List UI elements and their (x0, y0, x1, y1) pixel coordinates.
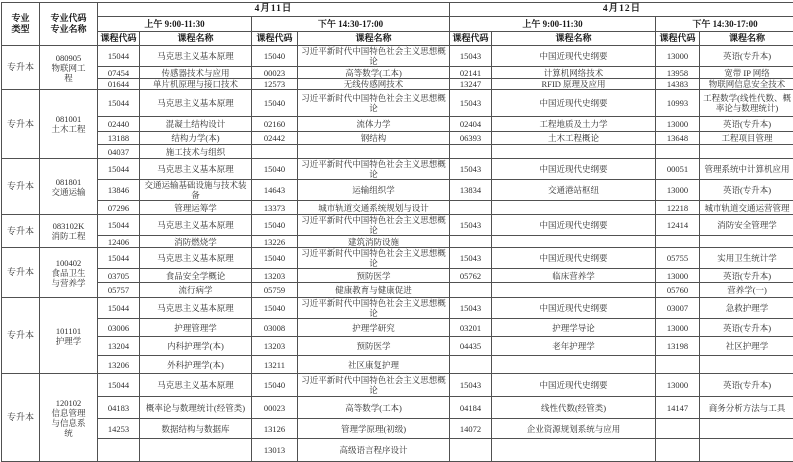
course-name-cell: 物联网信息安全技术 (700, 79, 793, 90)
course-name-cell: 老年护理学 (492, 337, 656, 356)
course-name-cell: RFID 原理及应用 (492, 79, 656, 90)
course-code-cell: 13211 (252, 356, 298, 374)
course-code-cell: 13013 (252, 439, 298, 462)
course-code-cell: 05762 (450, 269, 492, 283)
major-name: 交通运输 (48, 187, 89, 197)
major-code-name-cell (40, 159, 98, 215)
course-name-cell: 英语(专升本) (700, 269, 793, 283)
course-code-cell: 15044 (98, 215, 140, 236)
course-code-cell: 15044 (98, 90, 140, 117)
course-code-cell (656, 356, 700, 374)
course-name-cell: 英语(专升本) (700, 117, 793, 132)
major-type-header-line1: 专业 (3, 13, 38, 24)
course-name-cell: 马克思主义基本原理 (140, 374, 252, 397)
course-code-cell: 13000 (656, 180, 700, 201)
major-name: 食品卫生与营养学 (48, 268, 89, 288)
course-name-cell: 交通运输基础设施与技术装备 (140, 180, 252, 201)
course-name-cell: 消防燃烧学 (140, 236, 252, 248)
course-code-cell: 04037 (98, 145, 140, 159)
course-row (2, 374, 793, 397)
major-type-cell: 专升本 (2, 90, 40, 159)
course-code-cell (450, 236, 492, 248)
major-code-header-line: 专业代码 (41, 13, 96, 24)
course-code-cell: 02141 (450, 67, 492, 79)
course-name-cell: 英语(专升本) (700, 180, 793, 201)
course-code-cell: 00023 (252, 397, 298, 419)
course-row (2, 145, 793, 159)
major-code: 080905 (48, 53, 89, 63)
course-code-cell: 13834 (450, 180, 492, 201)
course-name-cell: 英语(专升本) (700, 46, 793, 67)
major-code-name-cell (40, 374, 98, 462)
course-name-cell (492, 201, 656, 215)
course-row (2, 90, 793, 117)
course-code-cell (656, 236, 700, 248)
course-name-cell: 内科护理学(本) (140, 337, 252, 356)
course-code-cell: 12218 (656, 201, 700, 215)
course-name-cell (700, 419, 793, 439)
course-name-cell (492, 283, 656, 298)
course-row (2, 117, 793, 132)
course-name-cell: 马克思主义基本原理 (140, 215, 252, 236)
course-row (2, 298, 793, 319)
course-code-cell: 13000 (656, 46, 700, 67)
course-name-cell (700, 236, 793, 248)
course-row (2, 132, 793, 145)
course-code-cell: 13000 (656, 319, 700, 337)
course-code-cell: 13206 (98, 356, 140, 374)
course-name-cell: 护理管理学 (140, 319, 252, 337)
course-name-cell: 习近平新时代中国特色社会主义思想概论 (298, 159, 450, 180)
course-code-cell (450, 145, 492, 159)
course-code-header: 课程代码 (450, 32, 492, 46)
course-name-cell: 数据结构与数据库 (140, 419, 252, 439)
course-name-header: 课程名称 (140, 32, 252, 46)
session-header-d2-afternoon: 下午 14:30-17:00 (656, 17, 793, 32)
course-row (2, 79, 793, 90)
course-row (2, 337, 793, 356)
course-code-cell: 14147 (656, 397, 700, 419)
course-code-cell: 02404 (450, 117, 492, 132)
course-code-cell: 12406 (98, 236, 140, 248)
major-code: 081801 (48, 177, 89, 187)
course-code-cell: 15040 (252, 298, 298, 319)
course-code-cell: 15043 (450, 374, 492, 397)
course-code-cell (450, 283, 492, 298)
course-name-header: 课程名称 (700, 32, 793, 46)
course-code-cell (656, 419, 700, 439)
course-code-cell: 15040 (252, 248, 298, 269)
course-code-cell: 15040 (252, 90, 298, 117)
course-row (2, 419, 793, 439)
course-code-cell: 15043 (450, 46, 492, 67)
course-row (2, 397, 793, 419)
course-code-cell: 05755 (656, 248, 700, 269)
course-code-cell: 05760 (656, 283, 700, 298)
course-name-cell: 社区康复护理 (298, 356, 450, 374)
course-name-cell: 宽带 IP 网络 (700, 67, 793, 79)
major-code-name-cell (40, 248, 98, 298)
course-name-cell: 施工技术与组织 (140, 145, 252, 159)
course-name-cell (700, 439, 793, 462)
course-code-cell (450, 439, 492, 462)
course-name-cell: 马克思主义基本原理 (140, 46, 252, 67)
course-name-cell: 急救护理学 (700, 298, 793, 319)
course-name-cell: 马克思主义基本原理 (140, 248, 252, 269)
course-name-cell: 临床营养学 (492, 269, 656, 283)
course-code-cell: 15044 (98, 374, 140, 397)
course-name-cell: 高等数学(工本) (298, 67, 450, 79)
session-header-d1-morning: 上午 9:00-11:30 (98, 17, 252, 32)
course-name-cell: 结构力学(本) (140, 132, 252, 145)
course-name-cell (700, 145, 793, 159)
course-name-cell: 单片机原理与接口技术 (140, 79, 252, 90)
course-name-cell: 马克思主义基本原理 (140, 90, 252, 117)
course-code-cell: 13126 (252, 419, 298, 439)
course-code-cell: 04183 (98, 397, 140, 419)
major-type-header-line2: 类型 (3, 24, 38, 35)
major-code: 100402 (48, 258, 89, 268)
course-code-cell: 14383 (656, 79, 700, 90)
course-code-cell: 14072 (450, 419, 492, 439)
course-code-cell: 07454 (98, 67, 140, 79)
course-name-cell (492, 145, 656, 159)
course-row (2, 159, 793, 180)
course-row (2, 248, 793, 269)
course-name-cell (492, 236, 656, 248)
course-name-cell: 习近平新时代中国特色社会主义思想概论 (298, 248, 450, 269)
course-name-cell: 管理学原理(初级) (298, 419, 450, 439)
course-name-cell: 英语(专升本) (700, 319, 793, 337)
course-name-header: 课程名称 (492, 32, 656, 46)
session-header-d1-afternoon: 下午 14:30-17:00 (252, 17, 450, 32)
course-name-cell: 混凝土结构设计 (140, 117, 252, 132)
course-code-cell: 13226 (252, 236, 298, 248)
date-header-april-12: 4月12日 (450, 3, 793, 17)
course-code-cell: 02440 (98, 117, 140, 132)
course-code-cell: 13648 (656, 132, 700, 145)
major-code-name-header (40, 3, 98, 46)
course-code-cell: 15040 (252, 215, 298, 236)
course-name-cell: 马克思主义基本原理 (140, 298, 252, 319)
course-code-cell: 04435 (450, 337, 492, 356)
major-code: 101101 (48, 326, 89, 336)
course-name-cell (492, 439, 656, 462)
course-code-cell: 13198 (656, 337, 700, 356)
major-name: 土木工程 (48, 124, 89, 134)
course-code-cell: 15043 (450, 215, 492, 236)
course-name-cell: 习近平新时代中国特色社会主义思想概论 (298, 90, 450, 117)
major-type-cell: 专升本 (2, 248, 40, 298)
course-name-cell: 习近平新时代中国特色社会主义思想概论 (298, 46, 450, 67)
course-code-cell (656, 145, 700, 159)
course-name-cell: 营养学(一) (700, 283, 793, 298)
course-code-cell: 15044 (98, 298, 140, 319)
course-name-cell (700, 356, 793, 374)
major-code-name-cell (40, 90, 98, 159)
course-code-cell: 15043 (450, 298, 492, 319)
course-code-cell: 15043 (450, 159, 492, 180)
major-type-cell: 专升本 (2, 159, 40, 215)
course-name-cell: 外科护理学(本) (140, 356, 252, 374)
course-row (2, 180, 793, 201)
course-code-cell: 07296 (98, 201, 140, 215)
course-name-cell: 预防医学 (298, 337, 450, 356)
major-name-header-line: 专业名称 (41, 24, 96, 35)
course-code-cell: 13000 (656, 374, 700, 397)
course-name-cell: 计算机网络技术 (492, 67, 656, 79)
course-name-cell: 中国近现代史纲要 (492, 159, 656, 180)
course-name-cell (140, 439, 252, 462)
course-name-cell: 习近平新时代中国特色社会主义思想概论 (298, 215, 450, 236)
course-name-cell: 中国近现代史纲要 (492, 298, 656, 319)
course-name-cell: 建筑消防设施 (298, 236, 450, 248)
course-code-cell: 03705 (98, 269, 140, 283)
course-name-cell: 流体力学 (298, 117, 450, 132)
course-name-cell: 钢结构 (298, 132, 450, 145)
course-code-cell: 04184 (450, 397, 492, 419)
course-name-cell: 无线传感网技术 (298, 79, 450, 90)
course-name-cell: 食品安全学概论 (140, 269, 252, 283)
course-name-cell: 护理学导论 (492, 319, 656, 337)
course-name-cell: 护理学研究 (298, 319, 450, 337)
major-name: 物联网工程 (48, 63, 89, 83)
course-row (2, 215, 793, 236)
course-name-cell: 高等数学(工本) (298, 397, 450, 419)
major-code: 120102 (48, 398, 89, 408)
course-name-cell: 工程项目管理 (700, 132, 793, 145)
course-code-cell: 13203 (252, 337, 298, 356)
major-type-cell: 专升本 (2, 46, 40, 90)
major-code-name-cell (40, 46, 98, 90)
course-code-header: 课程代码 (98, 32, 140, 46)
course-code-cell: 00051 (656, 159, 700, 180)
course-name-cell: 工程地质及土力学 (492, 117, 656, 132)
course-code-cell (450, 201, 492, 215)
course-code-cell: 02160 (252, 117, 298, 132)
course-name-cell: 概率论与数理统计(经管类) (140, 397, 252, 419)
course-code-cell: 13204 (98, 337, 140, 356)
course-code-cell: 15044 (98, 248, 140, 269)
course-code-cell: 03008 (252, 319, 298, 337)
course-code-cell: 03201 (450, 319, 492, 337)
course-name-cell: 交通港站枢纽 (492, 180, 656, 201)
course-name-cell: 中国近现代史纲要 (492, 46, 656, 67)
course-code-cell: 14253 (98, 419, 140, 439)
date-header-april-11: 4月11日 (98, 3, 450, 17)
course-name-cell: 高级语言程序设计 (298, 439, 450, 462)
course-code-cell: 15040 (252, 159, 298, 180)
major-type-cell: 专升本 (2, 215, 40, 248)
course-name-cell: 中国近现代史纲要 (492, 248, 656, 269)
course-code-cell: 10993 (656, 90, 700, 117)
schedule-body (2, 46, 793, 462)
course-code-cell: 14643 (252, 180, 298, 201)
course-row (2, 201, 793, 215)
course-row (2, 356, 793, 374)
course-name-cell: 社区护理学 (700, 337, 793, 356)
course-code-header: 课程代码 (252, 32, 298, 46)
major-name: 护理学 (48, 336, 89, 346)
course-code-cell: 13846 (98, 180, 140, 201)
course-code-cell: 05759 (252, 283, 298, 298)
course-code-cell: 15040 (252, 374, 298, 397)
course-code-cell: 13373 (252, 201, 298, 215)
course-name-cell: 管理系统中计算机应用 (700, 159, 793, 180)
course-row (2, 46, 793, 67)
course-row (2, 269, 793, 283)
course-code-cell: 01644 (98, 79, 140, 90)
course-code-cell: 02442 (252, 132, 298, 145)
course-name-cell: 预防医学 (298, 269, 450, 283)
course-code-cell: 15043 (450, 90, 492, 117)
course-name-cell: 中国近现代史纲要 (492, 215, 656, 236)
course-row (2, 236, 793, 248)
course-code-cell: 15044 (98, 159, 140, 180)
course-row (2, 283, 793, 298)
course-code-header: 课程代码 (656, 32, 700, 46)
course-code-cell: 05757 (98, 283, 140, 298)
course-name-cell: 商务分析方法与工具 (700, 397, 793, 419)
session-header-d2-morning: 上午 9:00-11:30 (450, 17, 656, 32)
course-row (2, 67, 793, 79)
course-name-cell: 城市轨道交通运营管理 (700, 201, 793, 215)
course-name-cell (492, 356, 656, 374)
course-code-cell (656, 439, 700, 462)
course-name-cell: 流行病学 (140, 283, 252, 298)
course-name-cell: 实用卫生统计学 (700, 248, 793, 269)
course-row (2, 319, 793, 337)
table-header (2, 3, 793, 46)
major-type-header (2, 3, 40, 46)
major-code-name-cell (40, 215, 98, 248)
major-code: 083102K (48, 221, 89, 231)
course-name-cell: 传感器技术与应用 (140, 67, 252, 79)
course-code-cell: 13958 (656, 67, 700, 79)
course-row (2, 439, 793, 462)
course-code-cell: 15043 (450, 248, 492, 269)
course-name-cell (298, 145, 450, 159)
course-name-cell: 工程数学(线性代数、概率论与数理统计) (700, 90, 793, 117)
course-name-cell: 城市轨道交通系统规划与设计 (298, 201, 450, 215)
course-name-cell: 马克思主义基本原理 (140, 159, 252, 180)
course-name-cell: 习近平新时代中国特色社会主义思想概论 (298, 374, 450, 397)
course-code-cell: 13247 (450, 79, 492, 90)
major-code-name-cell (40, 298, 98, 374)
course-code-cell: 13203 (252, 269, 298, 283)
course-name-cell: 运输组织学 (298, 180, 450, 201)
course-code-cell: 03007 (656, 298, 700, 319)
course-code-cell: 00023 (252, 67, 298, 79)
major-name: 消防工程 (48, 231, 89, 241)
course-name-cell: 中国近现代史纲要 (492, 90, 656, 117)
course-name-cell: 管理运筹学 (140, 201, 252, 215)
course-code-cell: 13188 (98, 132, 140, 145)
course-code-cell: 15044 (98, 46, 140, 67)
course-code-cell: 12414 (656, 215, 700, 236)
course-name-cell: 线性代数(经管类) (492, 397, 656, 419)
course-name-cell: 习近平新时代中国特色社会主义思想概论 (298, 298, 450, 319)
course-name-cell: 消防安全管理学 (700, 215, 793, 236)
course-code-cell: 12573 (252, 79, 298, 90)
course-name-cell: 中国近现代史纲要 (492, 374, 656, 397)
course-name-cell: 健康教育与健康促进 (298, 283, 450, 298)
course-code-cell: 06393 (450, 132, 492, 145)
major-type-cell: 专升本 (2, 298, 40, 374)
course-code-cell (98, 439, 140, 462)
course-name-cell: 英语(专升本) (700, 374, 793, 397)
course-name-header: 课程名称 (298, 32, 450, 46)
course-code-cell (450, 356, 492, 374)
course-code-cell: 13000 (656, 117, 700, 132)
major-code: 081001 (48, 114, 89, 124)
course-name-cell: 企业资源规划系统与应用 (492, 419, 656, 439)
major-name: 信息管理与信息系统 (48, 408, 89, 438)
exam-schedule-table (1, 2, 793, 462)
course-code-cell (252, 145, 298, 159)
course-name-cell: 土木工程概论 (492, 132, 656, 145)
course-code-cell: 13000 (656, 269, 700, 283)
major-type-cell: 专升本 (2, 374, 40, 462)
course-code-cell: 03006 (98, 319, 140, 337)
course-code-cell: 15040 (252, 46, 298, 67)
